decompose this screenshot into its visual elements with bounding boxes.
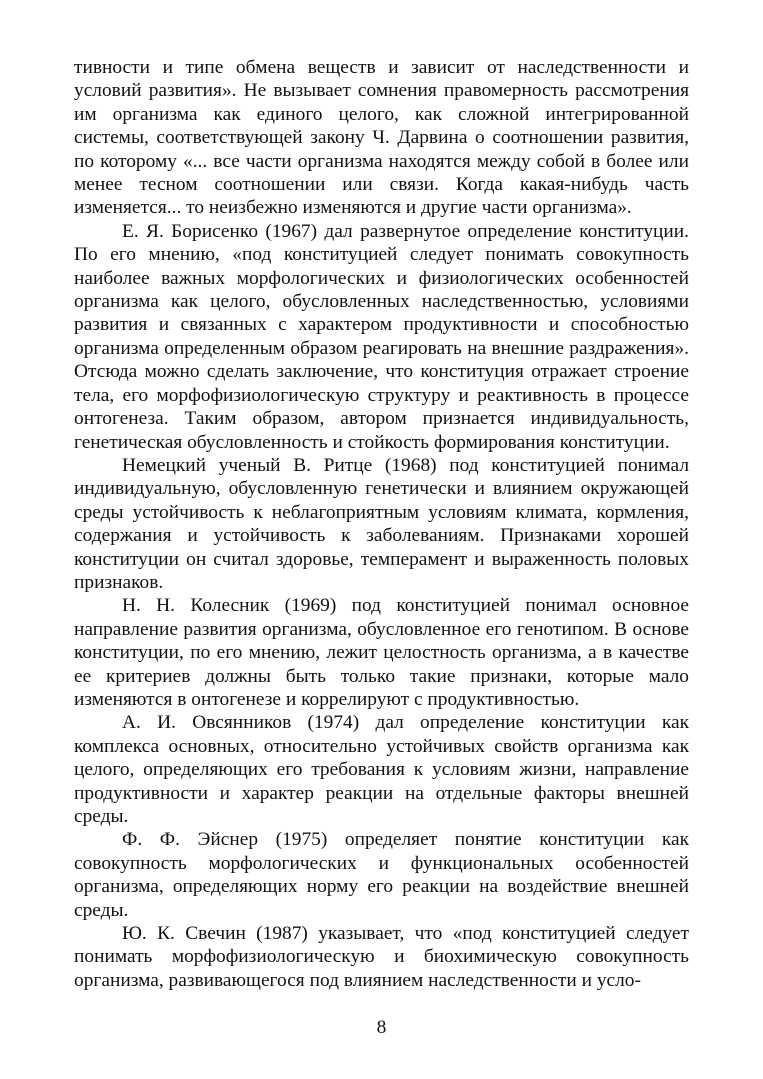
paragraph-ovsyannikov: А. И. Овсянников (1974) дал определение конституции как комплекса основных, относительно устойчивых свойств организма как целого, определяющих его требования к условиям жизни, направление продуктивности и характер реакции на отдельные факторы внешней среды. <box>74 712 689 827</box>
paragraph-ritze: Немецкий ученый В. Ритце (1968) под конституцией понимал индивидуальную, обусловленную генетически и влиянием окружающей среды устойчивость к неблагоприятным условиям климата, кормления, содержания и устойчивость к заболеваниям. Признаками хорошей конституции он считал здоровье, темперамент и выраженность половых признаков. <box>74 454 689 593</box>
paragraph-kolesnik: Н. Н. Колесник (1969) под конституцией понимал основное направление развития организма, обусловленное его генотипом. В основе конституции, по его мнению, лежит целостность организма, а в качестве ее критериев должны быть только такие признаки, которые мало изменяются в онтогенезе и коррелируют с продуктивностью. <box>74 595 689 710</box>
paragraph-continuation: тивности и типе обмена веществ и зависит от наследственности и условий развития». Не вызывает сомнения правомерность рассмотрения им организма как единого целого, как сложной интегрированной системы, соответствующей закону Ч. Дарвина о соотношении развития, по которому «... все части организма находятся между собой в более или менее тесном соотношении или связи. Когда какая-нибудь часть изменяется... то неизбежно изменяются и другие части организма». <box>74 57 689 219</box>
paragraph-borisenko: Е. Я. Борисенко (1967) дал развернутое определение конституции. По его мнению, «под конституцией следует понимать совокупность наиболее важных морфологических и физиологических особенностей организма как целого, обусловленных наследственностью, условиями развития и связанных с характером продуктивности и способностью организма определенным образом реагировать на внешние раздражения». Отсюда можно сделать заключение, что конституция отражает строение тела, его морфофизиологическую структуру и реактивность в процессе онтогенеза. Таким образом, автором признается индивидуальность, генетическая обусловленность и стойкость формирования конституции. <box>74 220 689 453</box>
paragraph-svechin: Ю. К. Свечин (1987) указывает, что «под конституцией следует понимать морфофизиологическую и биохимическую совокупность организма, развивающегося под влиянием наследственности и усло- <box>74 923 689 991</box>
page-body <box>74 56 689 992</box>
paragraph-eisner: Ф. Ф. Эйснер (1975) определяет понятие конституции как совокупность морфологических и функциональных особенностей организма, определяющих норму его реакции на воздействие внешней среды. <box>74 829 689 921</box>
page-number: 8 <box>376 1017 387 1038</box>
